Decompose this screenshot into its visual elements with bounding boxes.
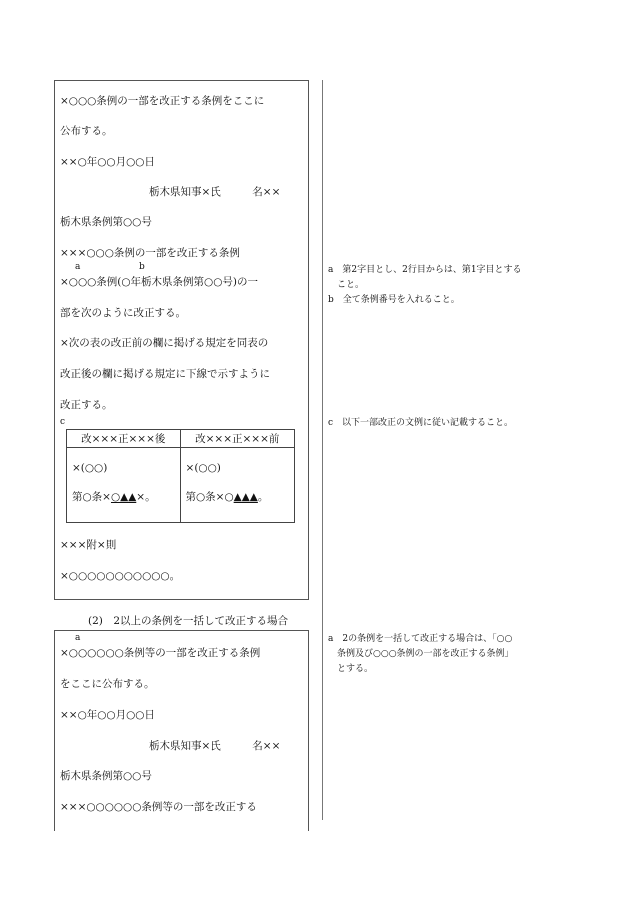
before-cell [180,448,294,523]
marker-a: a [75,262,81,272]
note2-a-line-3: とする。 [337,664,374,674]
before-row-2-suffix: 。 [257,491,269,503]
before-row-2-underlined: ▲▲▲ [233,491,258,503]
body-line-4: 改正後の欄に掲げる規定に下線で示すように [60,368,270,380]
body-line-2: 部を次のように改正する。 [60,307,186,319]
header-after: 改×××正×××後 [67,430,181,448]
after-row-2-underlined: ○▲▲ [110,491,137,503]
ordinance-number: 栃木県条例第○○号 [60,216,152,228]
header-before: 改×××正×××前 [180,430,294,448]
promulgation-date: ××○年○○月○○日 [60,156,155,168]
before-row-2-prefix: 第○条×○ [185,491,234,503]
block2-signature: 栃木県知事×氏 名×× [149,740,281,752]
after-row-2-prefix: 第○条× [72,491,111,503]
marker-b: b [139,262,145,272]
after-row-2-suffix: ×。 [136,491,156,503]
governor-signature: 栃木県知事×氏 名×× [149,186,281,198]
block2-line-1: ×○○○○○○条例等の一部を改正する条例 [60,647,261,659]
column-divider [322,80,323,820]
before-row-2 [186,489,294,504]
block2-title: ×××○○○○○○条例等の一部を改正する [60,801,257,813]
block2-date: ××○年○○月○○日 [60,709,155,721]
note2-a-line-2: 条例及び○○○条例の一部を改正する条例」 [337,649,514,659]
supplementary-body: ×○○○○○○○○○○○。 [60,570,181,582]
body-line-1: ×○○○条例(○年栃木県条例第○○号)の一 [60,276,258,288]
note-a-line-2: こと。 [337,280,365,290]
marker-c: c [60,417,66,427]
note-c: c 以下一部改正の文例に従い記載すること。 [328,418,514,428]
note-b: b 全て条例番号を入れること。 [328,295,460,305]
comparison-table [66,429,295,523]
block2-number: 栃木県条例第○○号 [60,770,152,782]
body-line-3: ×次の表の改正前の欄に掲げる規定を同表の [60,337,269,349]
body-line-5: 改正する。 [60,399,113,411]
section-2-heading: (2) 2以上の条例を一括して改正する場合 [88,615,289,627]
after-row-2 [72,489,180,504]
block2-marker-a: a [75,633,81,643]
after-row-1: ×(○○) [72,462,108,474]
proclamation-line-1: ×○○○条例の一部を改正する条例をここに [60,95,265,107]
block2-line-2: をここに公布する。 [60,678,155,690]
supplementary-provisions: ×××附×則 [60,539,117,551]
note-a-line-1: a 第2字目とし、2行目からは、第1字目とする [328,265,522,275]
proclamation-line-2: 公布する。 [60,125,113,137]
after-cell [67,448,181,523]
ordinance-title: ×××○○○条例の一部を改正する条例 [60,247,240,259]
note2-a-line-1: a 2の条例を一括して改正する場合は、「○○ [328,634,513,644]
before-row-1: ×(○○) [185,462,221,474]
